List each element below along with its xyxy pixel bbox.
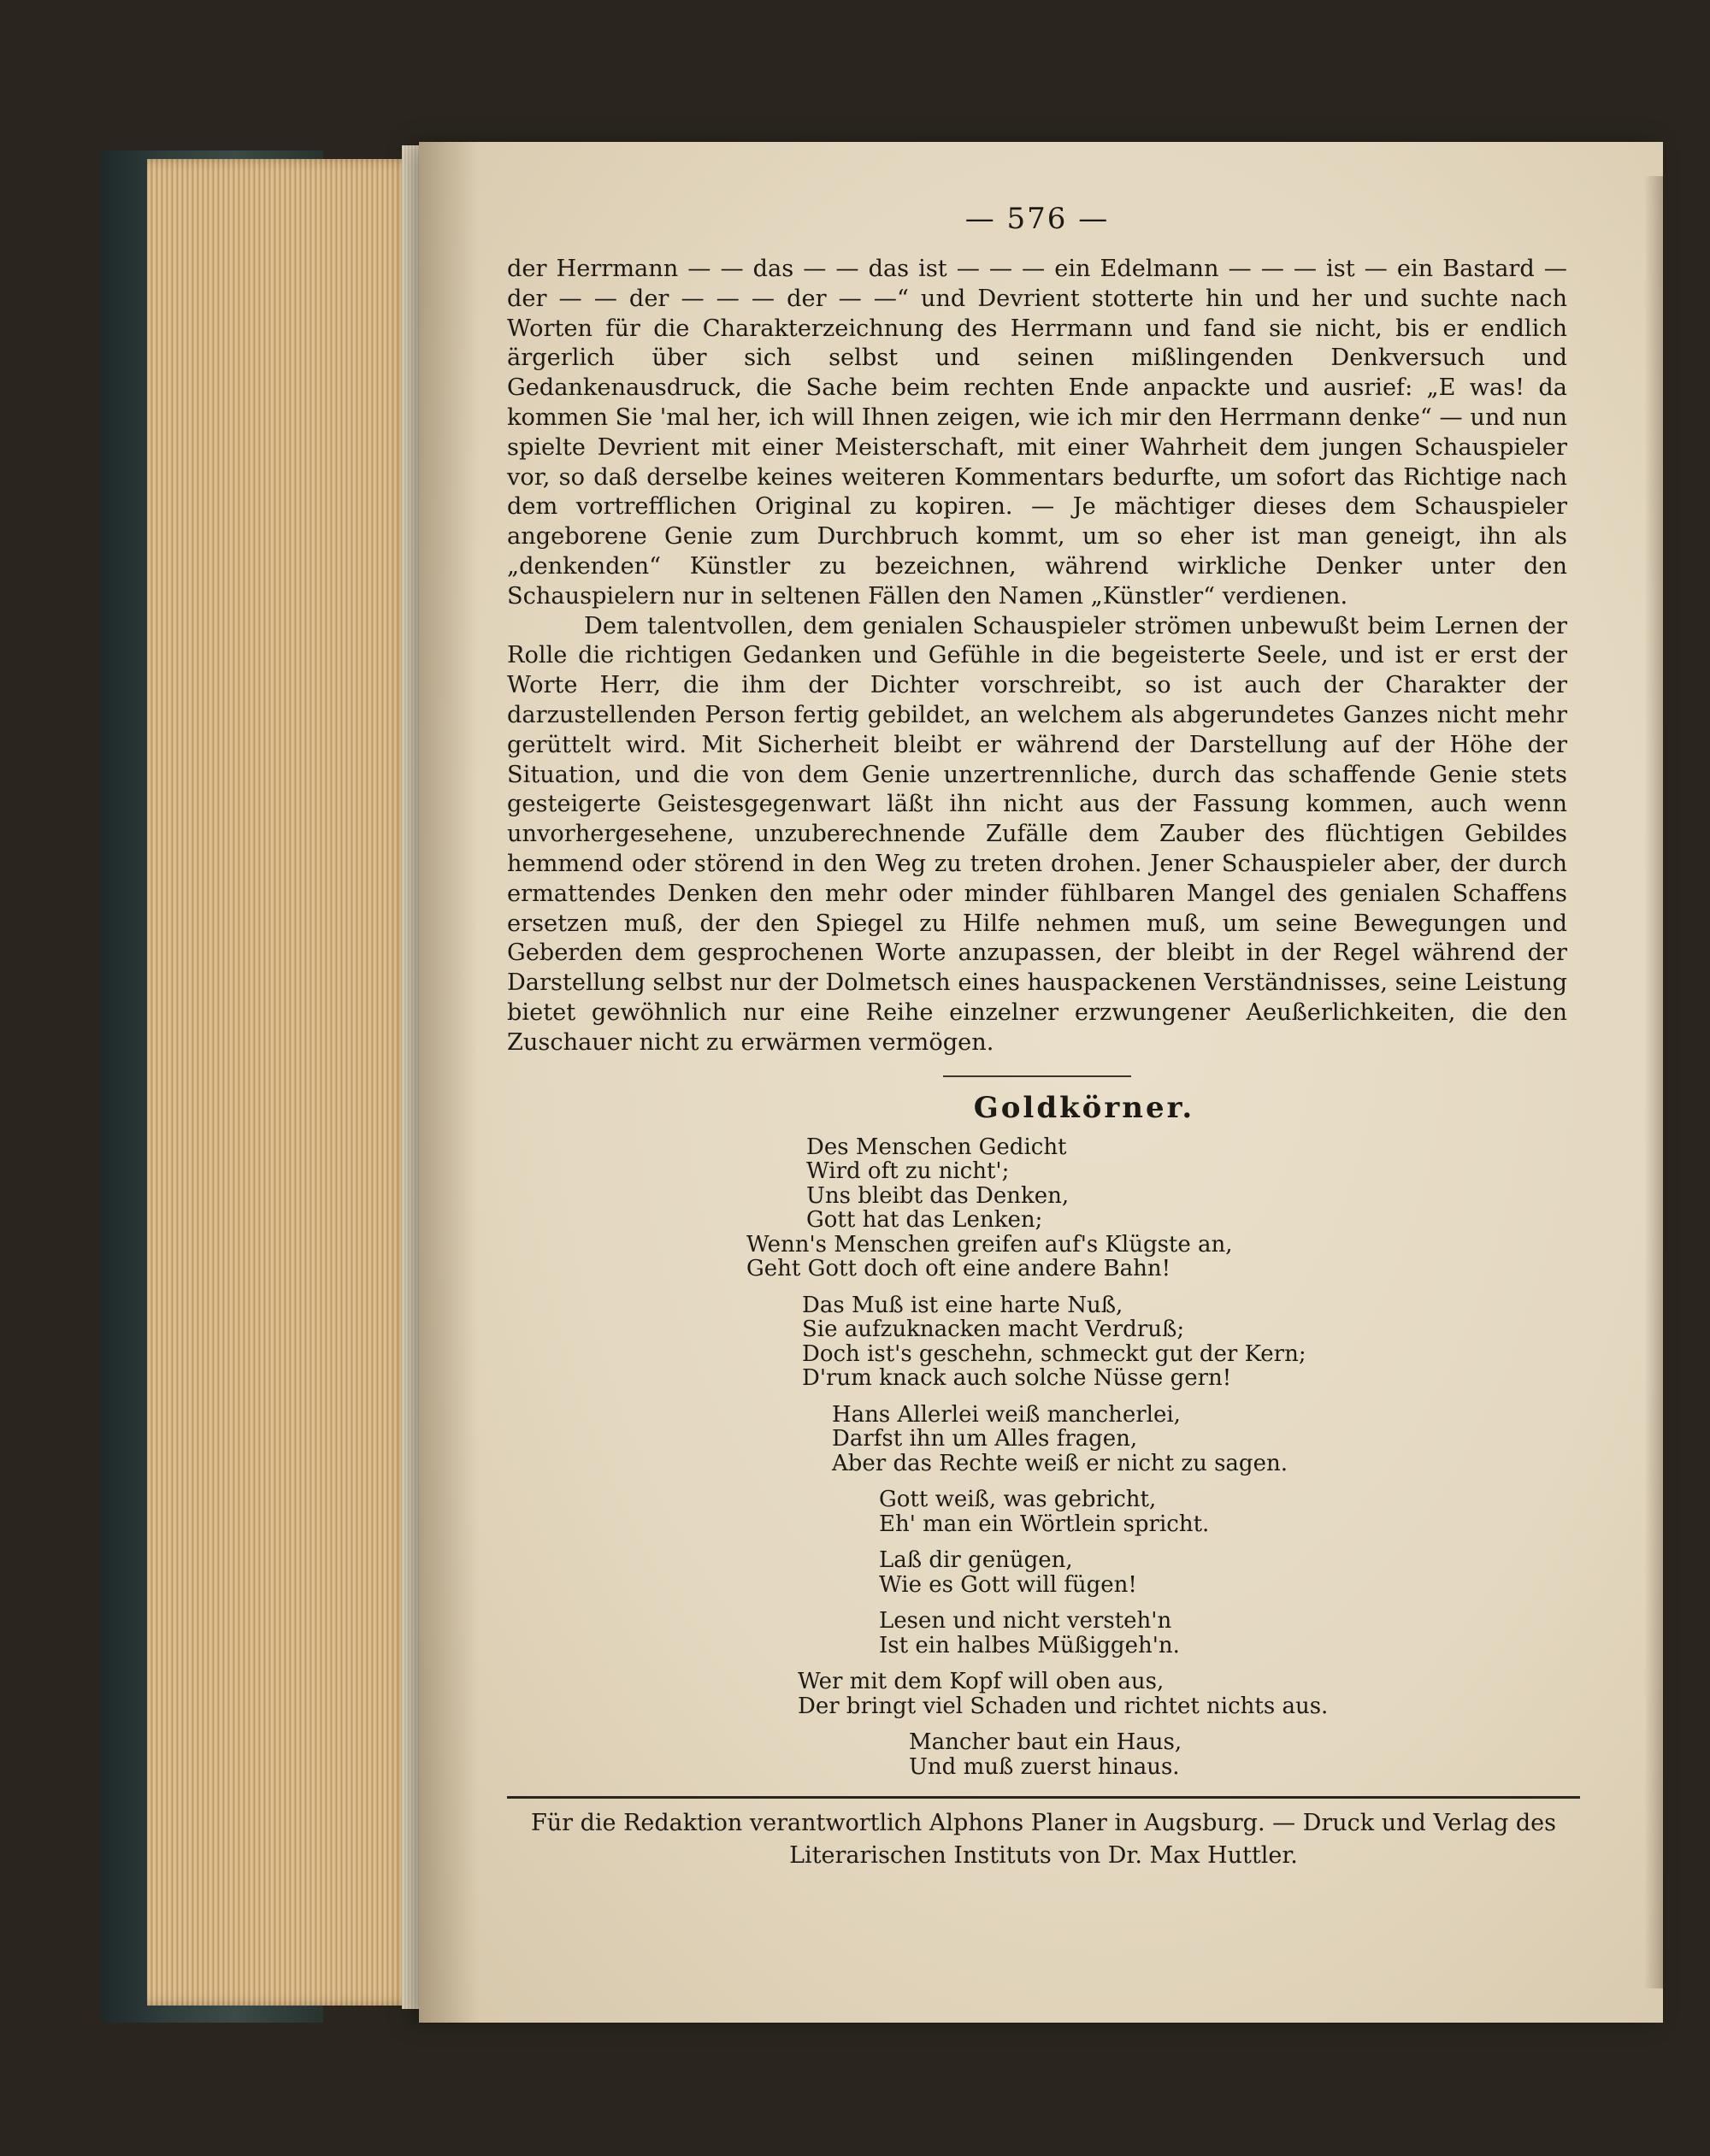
verse-line: Geht Gott doch oft eine andere Bahn! [746,1256,1171,1282]
verse-line: Das Muß ist eine harte Nuß, [802,1292,1123,1318]
imprint-line: Literarischen Instituts von Dr. Max Huttler. [789,1842,1298,1869]
verse-line: Hans Allerlei weiß mancherlei, [832,1401,1181,1428]
book-page [419,142,1663,2023]
verse-line: Der bringt viel Schaden und richtet nichts aus. [798,1693,1329,1719]
page-number: — 576 — [964,202,1110,236]
imprint [507,1807,1580,1872]
paragraph: Dem talentvollen, dem genialen Schauspieler strömen unbewußt beim Lernen der Rolle die richtigen Gedanken und Gefühle in die begeisterte Seele, und ist er erst der Worte Herr, die ihm der Dichter vorschreibt, so ist auch der Charakter der darzustellenden Person fertig gebildet, an welchem als abgerundetes Ganzes nicht mehr gerüttelt wird. Mit Sicherheit bleibt er während der Darstellung auf der Höhe der Situation, und die von dem Genie unzertrennliche, durch das schaffende Genie stets gesteigerte Geistesgegenwart läßt ihn nicht aus der Fassung kommen, auch wenn unvorhergesehene, unzuberechnende Zufälle dem Zauber des flüchtigen Gebildes hemmend oder störend in den Weg zu treten drohen. Jener Schauspieler aber, der durch ermattendes Denken den mehr oder minder fühlbaren Mangel des genialen Schaffens ersetzen muß, der den Spiegel zu Hilfe nehmen muß, um seine Bewegungen und Geberden dem gesprochenen Worte anzupassen, der bleibt in der Regel während der Darstellung selbst nur der Dolmetsch eines hauspackenen Verständnisses, seine Leistung bietet gewöhnlich nur eine Reihe einzelner erzwungener Aeußerlichkeiten, die den Zuschauer nicht zu erwärmen vermögen. [507,612,1567,1056]
verse-line: Des Menschen Gedicht [806,1134,1067,1160]
page-edge-shadow [1644,176,1663,1988]
verse-line: Wer mit dem Kopf will oben aus, [798,1669,1165,1695]
imprint-line: Für die Redaktion verantwortlich Alphons Planer in Augsburg. — Druck und Verlag des [531,1810,1556,1836]
page-content [507,202,1567,1791]
verse-line: Lesen und nicht versteh'n [879,1608,1172,1635]
section-divider [943,1075,1131,1077]
verse-line: Gott weiß, was gebricht, [879,1487,1157,1513]
article-body [507,255,1567,1058]
stanza [879,1487,1567,1536]
verse-line: Und muß zuerst hinaus. [909,1753,1180,1780]
verse-line: Ist ein halbes Müßiggeh'n. [879,1632,1180,1658]
stanza [832,1403,1567,1476]
stanza [746,1134,1567,1282]
page-edges [147,159,421,2006]
verse-line: Uns bleibt das Denken, [806,1182,1070,1209]
verse-line: Doch ist's geschehn, schmeckt gut der Kern; [802,1340,1306,1367]
verse-line: Wie es Gott will fügen! [879,1571,1137,1598]
verse-line: D'rum knack auch solche Nüsse gern! [802,1365,1232,1392]
section-title: Goldkörner. [973,1090,1195,1125]
gutter-shadow [419,142,479,2023]
poem-collection [507,1135,1567,1780]
verse-line: Wenn's Menschen greifen auf's Klügste an, [746,1231,1233,1258]
verse-line: Mancher baut ein Haus, [909,1729,1182,1756]
paragraph: der Herrmann — — das — — das ist — — — ein Edelmann — — — ist — ein Bastard — der — — der — — — der — —“ und Devrient stotterte hin und her und suchte nach Worten für die Charakterzeichnung des Herrmann und fand sie nicht, bis er endlich ärgerlich über sich selbst und seinen mißlingenden Denkversuch und Gedankenausdruck, die Sache beim rechten Ende anpackte und ausrief: „E was! da kommen Sie 'mal her, ich will Ihnen zeigen, wie ich mir den Herrmann denke“ — und nun spielte Devrient mit einer Meisterschaft, mit einer Wahrheit dem jungen Schauspieler vor, so daß derselbe keines weiteren Kommentars bedurfte, um sofort das Richtige nach dem vortrefflichen Original zu kopiren. — Je mächtiger dieses dem Schauspieler angeborene Genie zum Durchbruch kommt, um so eher ist man geneigt, ihn als „denkenden“ Künstler zu bezeichnen, während wirkliche Denker unter den Schauspielern nur in seltenen Fällen den Namen „Künstler“ verdienen. [507,256,1567,610]
verse-line: Wird oft zu nicht'; [806,1158,1010,1185]
verse-line: Sie aufzuknacken macht Verdruß; [802,1317,1185,1343]
stanza [798,1670,1567,1718]
verse-line: Aber das Rechte weiß er nicht zu sagen. [832,1450,1288,1476]
verse-line: Darfst ihn um Alles fragen, [832,1426,1138,1452]
verse-line: Gott hat das Lenken; [806,1207,1043,1234]
verse-line: Laß dir genügen, [879,1547,1073,1574]
stanza [879,1548,1567,1597]
footer-rule [507,1796,1580,1799]
stanza [802,1293,1567,1391]
stanza [909,1730,1567,1779]
stanza [879,1609,1567,1658]
verse-line: Eh' man ein Wörtlein spricht. [879,1511,1210,1537]
